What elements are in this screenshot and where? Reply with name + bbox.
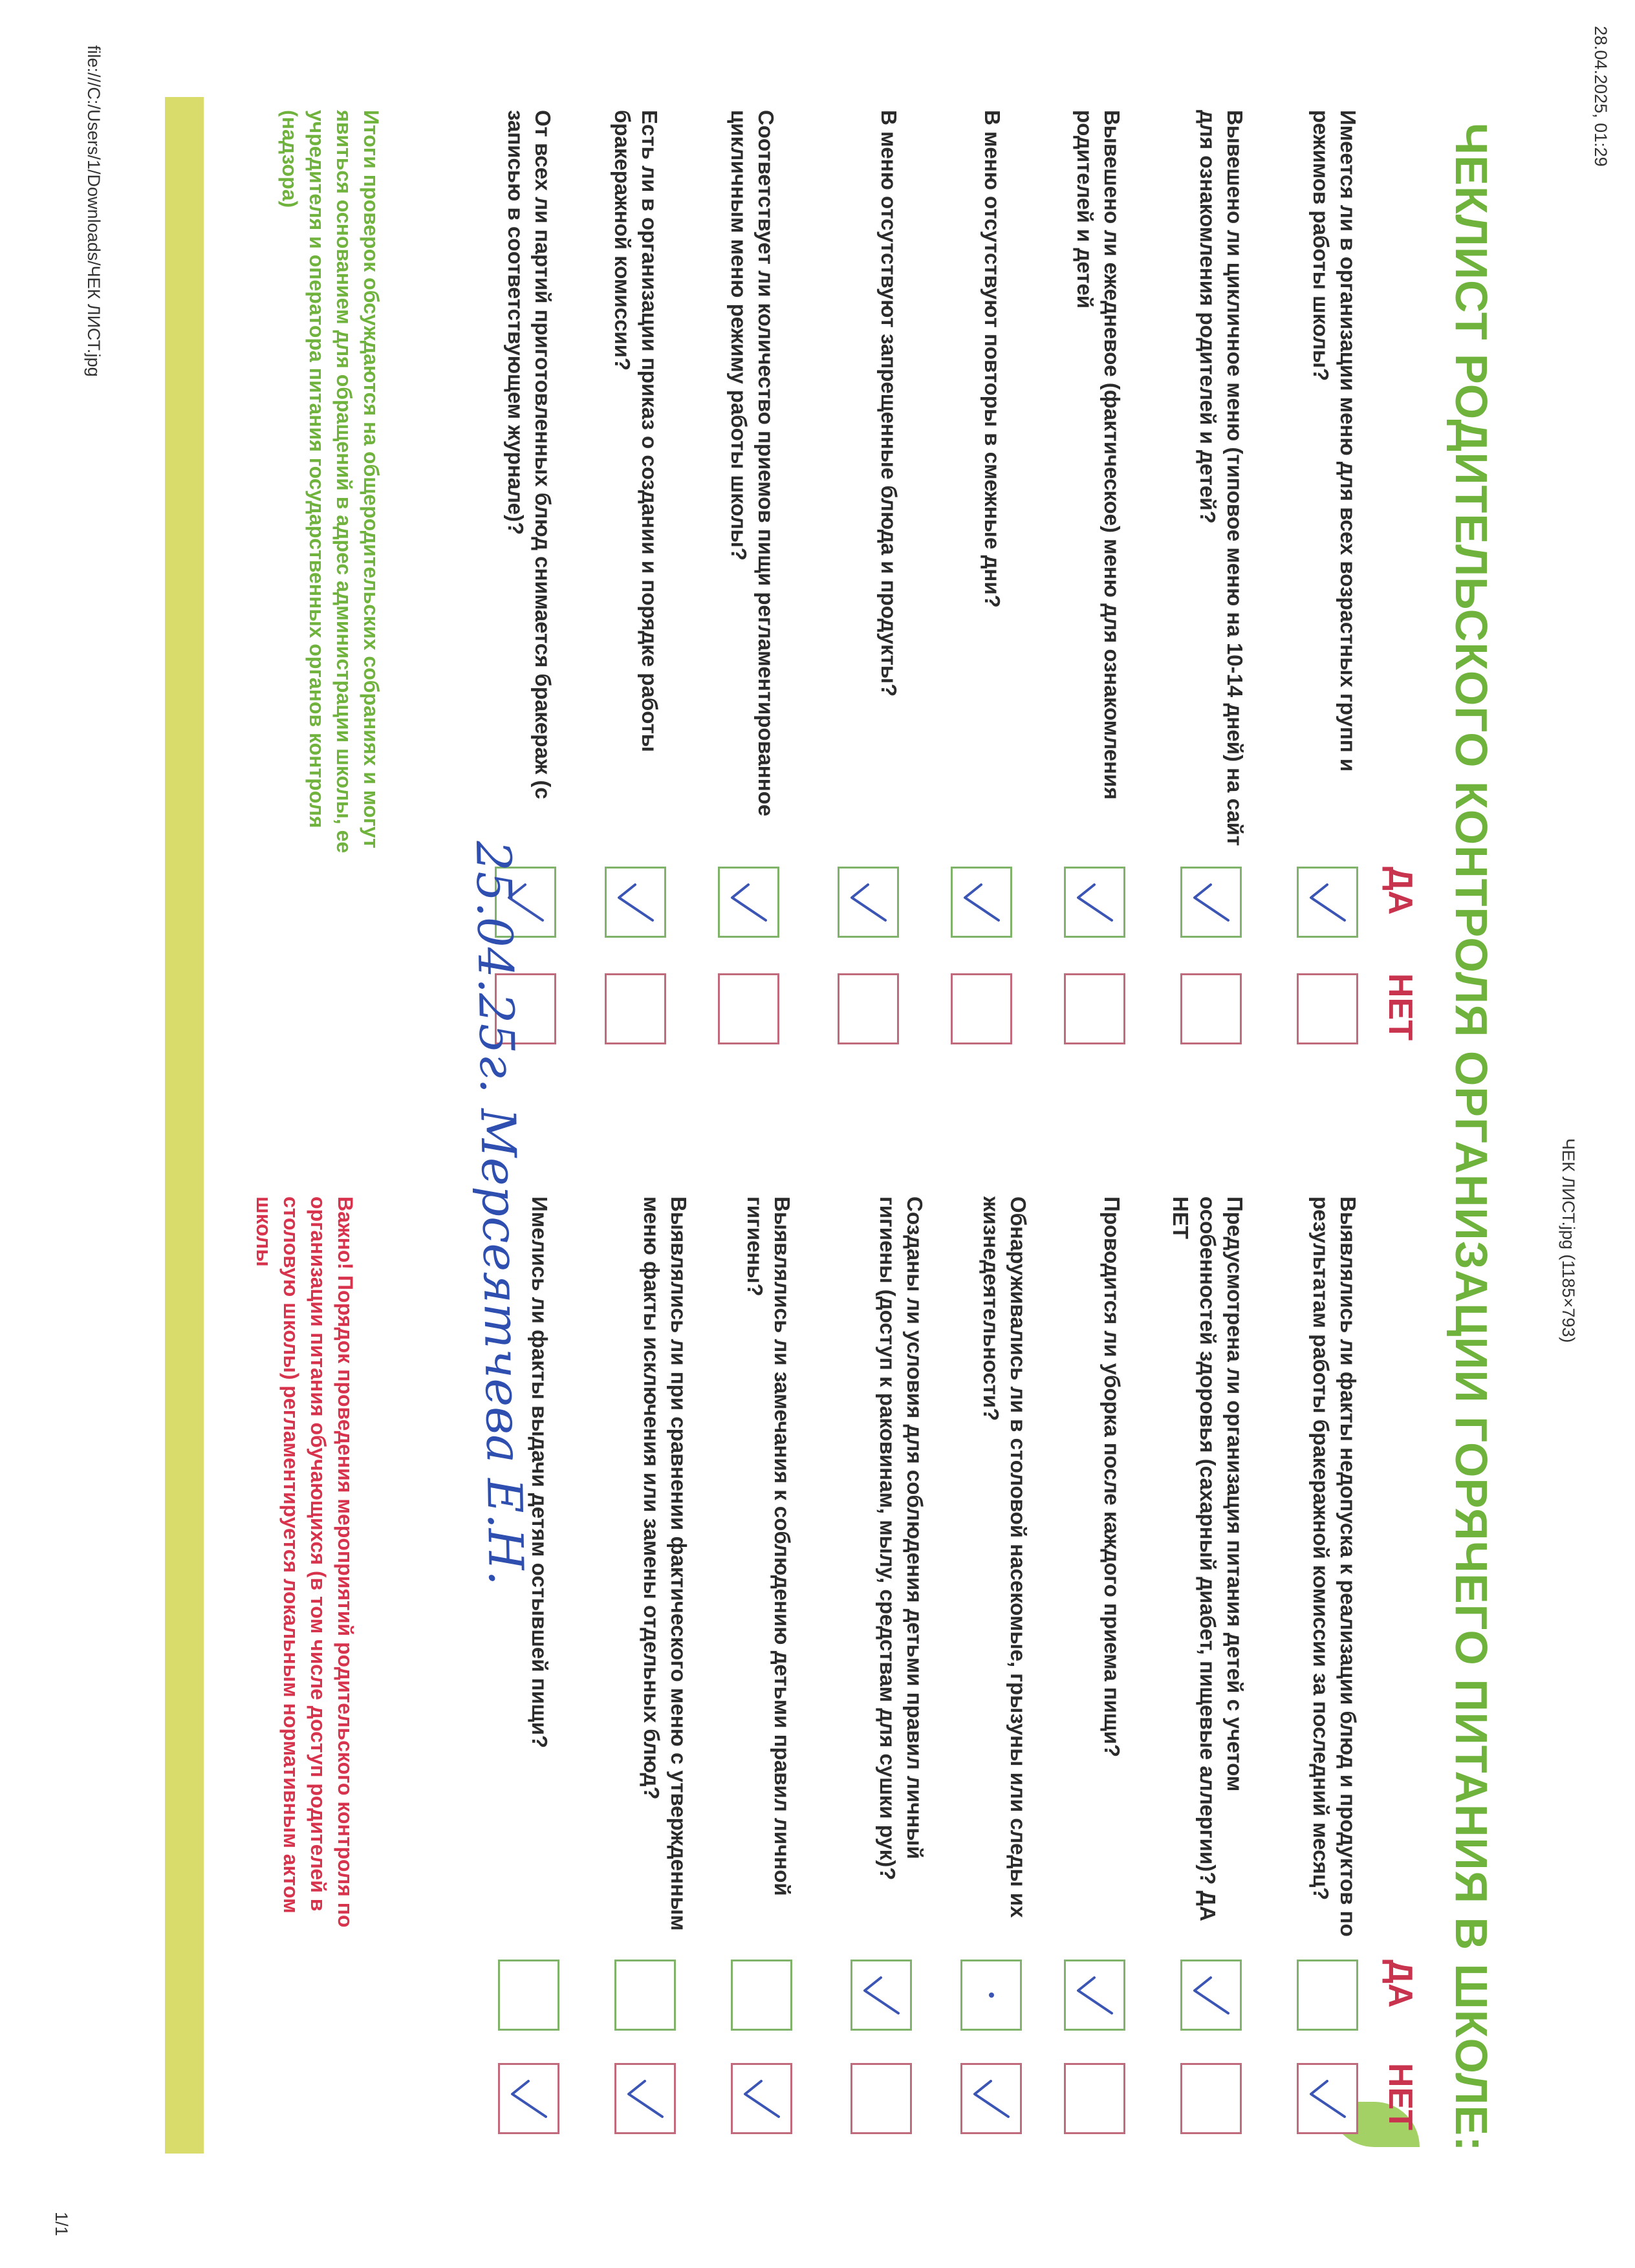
question-left: Вывешено ли ежедневое (фактическое) меню для ознакомления родителей и детей <box>1073 110 1124 800</box>
no-checkbox[interactable] <box>1180 973 1242 1044</box>
handwritten-signature: 25.04.25г. Мерсеятчева Е.Н. <box>464 840 534 1586</box>
no-checkbox[interactable] <box>850 2063 912 2134</box>
check-mark-icon <box>953 869 1010 936</box>
no-checkbox[interactable] <box>498 2063 559 2134</box>
no-checkbox[interactable] <box>951 973 1012 1044</box>
yes-checkbox[interactable] <box>614 1960 676 2031</box>
yes-checkbox[interactable] <box>498 1960 559 2031</box>
yes-header-right: ДА <box>1381 1960 1419 2008</box>
footnote-results: Итоги проверок обсуждаются на общеродительских собраниях и могут явиться основанием для обращений в адрес администрации школы, ее учредителя и оператора питания государственных органов контроля (надзора) <box>278 110 383 854</box>
question-left: В меню отсутствуют повторы в смежные дни? <box>980 110 1004 608</box>
yes-header-left: ДА <box>1381 867 1419 915</box>
yes-checkbox[interactable] <box>1297 1960 1358 2031</box>
check-mark-icon <box>1182 869 1240 936</box>
no-checkbox[interactable] <box>1297 973 1358 1044</box>
question-left: Вывешено ли цикличное меню (типовое меню на 10-14 дней) на сайт для ознакомления родителей и детей? <box>1196 110 1247 847</box>
no-checkbox[interactable] <box>1064 2063 1125 2134</box>
question-right: Выявлялись ли факты недопуска к реализации блюд и продуктов по результатам работы бракеражной комиссии за последний месяц? <box>1309 1196 1360 1937</box>
print-title: ЧЕК ЛИСТ.jpg (1185×793) <box>1559 1138 1578 1343</box>
check-mark-icon <box>1182 1961 1240 2029</box>
yes-checkbox[interactable] <box>1064 1960 1125 2031</box>
no-checkbox[interactable] <box>731 2063 792 2134</box>
yes-checkbox[interactable] <box>1064 867 1125 938</box>
question-left: В меню отсутствуют запрещенные блюда и продукты? <box>877 110 901 697</box>
question-right: Предусмотрена ли организация питания детей с учетом особенностей здоровья (сахарный диабет, пищевые аллергии)? ДА НЕТ <box>1169 1196 1247 1921</box>
no-checkbox[interactable] <box>1064 973 1125 1044</box>
question-right: Проводится ли уборка после каждого приема пищи? <box>1100 1196 1124 1758</box>
question-right: Обнаруживались ли в столовой насекомые, грызуны или следы их жизнедеятельности? <box>979 1196 1030 1918</box>
footnote-important: Важно! Порядок проведения мероприятий родительского контроля по организации питания обучающихся (в том числе доступ родителей в столовую школы) регламентируется локальным нормативным актом школы <box>252 1196 357 1928</box>
question-right: Созданы ли условия для соблюдения детьми правил личный гигиены (доступ к раковинам, мылу, средствам для сушки рук)? <box>876 1196 927 1881</box>
question-right: Имелись ли факты выдачи детям остывшей пищи? <box>528 1196 552 1749</box>
check-mark-icon <box>607 869 664 936</box>
no-checkbox[interactable] <box>838 973 899 1044</box>
question-left: Соответствует ли количество приемов пищи регламентированное цикличным меню режиму работы школы? <box>727 110 778 817</box>
no-header-left: НЕТ <box>1381 973 1419 1041</box>
check-mark-icon <box>616 2065 674 2132</box>
yes-checkbox[interactable] <box>1297 867 1358 938</box>
check-mark-icon <box>1299 2065 1356 2132</box>
dot-mark-icon <box>962 1961 1020 2029</box>
question-right: Выявлялись ли при сравнении фактического меню с утвержденным меню факты исключения или замены отдельных блюд? <box>640 1196 691 1931</box>
yes-checkbox[interactable] <box>1180 1960 1242 2031</box>
no-checkbox[interactable] <box>1180 2063 1242 2134</box>
no-checkbox[interactable] <box>614 2063 676 2134</box>
checklist-sheet <box>146 97 1497 2166</box>
no-checkbox[interactable] <box>1297 2063 1358 2134</box>
question-left: Имеется ли в организации меню для всех возрастных групп и режимов работы школы? <box>1309 110 1360 772</box>
yes-checkbox[interactable] <box>960 1960 1022 2031</box>
print-date: 28.04.2025, 01:29 <box>1591 26 1610 167</box>
yes-checkbox[interactable] <box>605 867 666 938</box>
check-mark-icon <box>1066 1961 1123 2029</box>
check-mark-icon <box>720 869 777 936</box>
yes-checkbox[interactable] <box>718 867 779 938</box>
yes-checkbox[interactable] <box>838 867 899 938</box>
question-left: Есть ли в организации приказ о создании и порядке работы бракеражной комиссии? <box>611 110 662 752</box>
check-mark-icon <box>733 2065 790 2132</box>
check-mark-icon <box>839 869 897 936</box>
yes-checkbox[interactable] <box>1180 867 1242 938</box>
check-mark-icon <box>962 2065 1020 2132</box>
check-mark-icon <box>1299 869 1356 936</box>
check-mark-icon <box>852 1961 910 2029</box>
no-header-right: НЕТ <box>1381 2063 1419 2130</box>
no-checkbox[interactable] <box>718 973 779 1044</box>
question-left: От всех ли партий приготовленных блюд снимается бракераж (с записью в соответствующем журнале)? <box>504 110 555 799</box>
print-page-number: 1/1 <box>52 2212 71 2236</box>
decorative-bottom-bar <box>165 97 204 2154</box>
check-mark-icon <box>500 2065 558 2132</box>
page-title: ЧЕКЛИСТ РОДИТЕЛЬСКОГО КОНТРОЛЯ ОРГАНИЗАЦИИ ГОРЯЧЕГО ПИТАНИЯ В ШКОЛЕ: <box>1446 123 1497 2152</box>
no-checkbox[interactable] <box>960 2063 1022 2134</box>
yes-checkbox[interactable] <box>951 867 1012 938</box>
no-checkbox[interactable] <box>605 973 666 1044</box>
question-right: Выявлялись ли замечания к соблюдению детьми правил личной гигиены? <box>743 1196 794 1896</box>
check-mark-icon <box>1066 869 1123 936</box>
yes-checkbox[interactable] <box>731 1960 792 2031</box>
yes-checkbox[interactable] <box>850 1960 912 2031</box>
print-path: file:///C:/Users/1/Downloads/ЧЕК ЛИСТ.jpg <box>84 45 103 377</box>
